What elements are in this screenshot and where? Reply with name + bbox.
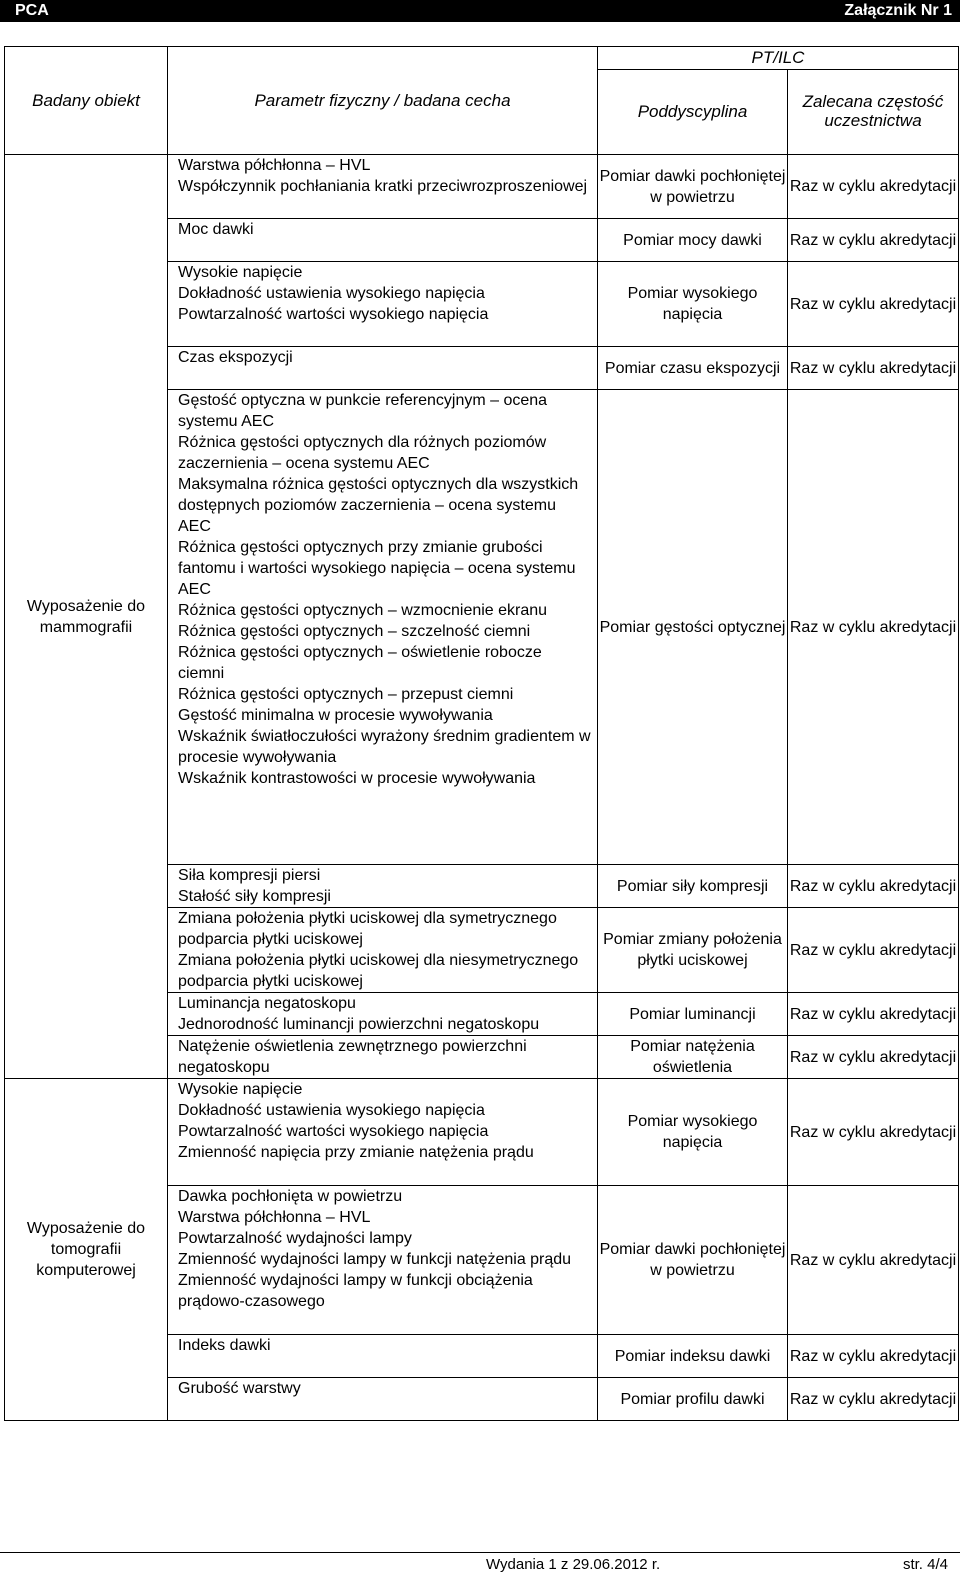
- parameter-item: Zmiana położenia płytki uciskowej dla niesymetrycznego podparcia płytki uciskowej: [178, 952, 579, 990]
- subdiscipline-cell: Pomiar siły kompresji: [598, 865, 788, 908]
- header-bar: [0, 0, 960, 22]
- parameter-cell: [168, 1079, 598, 1186]
- table-body: [5, 155, 959, 1421]
- parameter-item: Gęstość minimalna w procesie wywoływania: [178, 707, 493, 724]
- frequency-cell: Raz w cyklu akredytacji: [788, 1079, 959, 1186]
- subdiscipline-cell: Pomiar czasu ekspozycji: [598, 347, 788, 390]
- subdiscipline-cell: Pomiar wysokiego napięcia: [598, 262, 788, 347]
- footer-edition: Wydania 1 z 29.06.2012 r.: [486, 1556, 661, 1573]
- subdiscipline-cell: Pomiar wysokiego napięcia: [598, 1079, 788, 1186]
- parameter-item: Moc dawki: [178, 221, 254, 238]
- parameter-item: Zmienność wydajności lampy w funkcji obciążenia prądowo-czasowego: [178, 1272, 533, 1310]
- parameter-item: Powtarzalność wydajności lampy: [178, 1230, 412, 1247]
- parameter-item: Wysokie napięcie: [178, 264, 303, 281]
- parameter-item: Powtarzalność wartości wysokiego napięcia: [178, 306, 489, 323]
- parameter-item: Luminancja negatoskopu: [178, 995, 356, 1012]
- col-header-parameter: Parametr fizyczny / badana cecha: [168, 47, 598, 155]
- parameter-item: Wysokie napięcie: [178, 1081, 303, 1098]
- header-left: PCA: [15, 2, 49, 19]
- parameter-item: Różnica gęstości optycznych – przepust ciemni: [178, 686, 514, 703]
- parameter-cell: [168, 908, 598, 993]
- parameter-item: Różnica gęstości optycznych – oświetlenie robocze ciemni: [178, 644, 542, 682]
- table-row: [5, 155, 959, 219]
- frequency-cell: Raz w cyklu akredytacji: [788, 390, 959, 865]
- parameter-cell: [168, 865, 598, 908]
- parameter-cell: [168, 1378, 598, 1421]
- parameter-item: Dokładność ustawienia wysokiego napięcia: [178, 1102, 485, 1119]
- parameter-item: Różnica gęstości optycznych – wzmocnienie ekranu: [178, 602, 548, 619]
- frequency-cell: Raz w cyklu akredytacji: [788, 155, 959, 219]
- parameter-item: Czas ekspozycji: [178, 349, 293, 366]
- frequency-cell: Raz w cyklu akredytacji: [788, 1378, 959, 1421]
- subdiscipline-cell: Pomiar luminancji: [598, 993, 788, 1036]
- subdiscipline-cell: Pomiar natężenia oświetlenia: [598, 1036, 788, 1079]
- parameter-cell: [168, 1335, 598, 1378]
- frequency-cell: Raz w cyklu akredytacji: [788, 908, 959, 993]
- frequency-cell: Raz w cyklu akredytacji: [788, 865, 959, 908]
- parameter-item: Gęstość optyczna w punkcie referencyjnym – ocena systemu AEC: [178, 392, 548, 430]
- parameter-item: Wskaźnik światłoczułości wyrażony średnim gradientem w procesie wywoływania: [178, 728, 591, 766]
- table-row: [5, 1079, 959, 1186]
- parameter-item: Siła kompresji piersi: [178, 867, 321, 884]
- frequency-cell: Raz w cyklu akredytacji: [788, 262, 959, 347]
- parameter-item: Stałość siły kompresji: [178, 888, 331, 905]
- parameter-item: Zmiana położenia płytki uciskowej dla symetrycznego podparcia płytki uciskowej: [178, 910, 557, 948]
- col-header-group: PT/ILC: [598, 47, 959, 70]
- parameter-item: Warstwa półchłonna – HVL: [178, 1209, 371, 1226]
- accreditation-table: [4, 46, 959, 1421]
- footer-page: str. 4/4: [902, 1556, 948, 1573]
- object-ct: Wyposażenie do tomografii komputerowej: [5, 1079, 168, 1421]
- frequency-cell: Raz w cyklu akredytacji: [788, 1335, 959, 1378]
- parameter-item: Różnica gęstości optycznych przy zmianie grubości fantomu i wartości wysokiego napięcia – ocena systemu AEC: [178, 539, 576, 598]
- parameter-item: Różnica gęstości optycznych – szczelność ciemni: [178, 623, 531, 640]
- subdiscipline-cell: Pomiar gęstości optycznej: [598, 390, 788, 865]
- subdiscipline-cell: Pomiar dawki pochłoniętej w powietrzu: [598, 1186, 788, 1335]
- parameter-cell: [168, 155, 598, 219]
- col-header-subdiscipline: Poddyscyplina: [598, 70, 788, 155]
- parameter-item: Warstwa półchłonna – HVL: [178, 157, 371, 174]
- parameter-item: Jednorodność luminancji powierzchni negatoskopu: [178, 1016, 540, 1033]
- parameter-cell: [168, 219, 598, 262]
- parameter-item: Zmienność wydajności lampy w funkcji natężenia prądu: [178, 1251, 572, 1268]
- frequency-cell: Raz w cyklu akredytacji: [788, 993, 959, 1036]
- header-right: Załącznik Nr 1: [844, 2, 952, 19]
- parameter-item: Współczynnik pochłaniania kratki przeciwrozproszeniowej: [178, 178, 588, 195]
- parameter-item: Indeks dawki: [178, 1337, 271, 1354]
- subdiscipline-cell: Pomiar profilu dawki: [598, 1378, 788, 1421]
- frequency-cell: Raz w cyklu akredytacji: [788, 1036, 959, 1079]
- parameter-cell: [168, 347, 598, 390]
- parameter-item: Maksymalna różnica gęstości optycznych dla wszystkich dostępnych poziomów zaczernienia – ocena systemu AEC: [178, 476, 579, 535]
- parameter-item: Dawka pochłonięta w powietrzu: [178, 1188, 403, 1205]
- subdiscipline-cell: Pomiar mocy dawki: [598, 219, 788, 262]
- parameter-item: Grubość warstwy: [178, 1380, 301, 1397]
- parameter-item: Wskaźnik kontrastowości w procesie wywoływania: [178, 770, 536, 787]
- col-header-frequency: Zalecana częstość uczestnictwa: [788, 70, 959, 155]
- frequency-cell: Raz w cyklu akredytacji: [788, 1186, 959, 1335]
- parameter-cell: [168, 1036, 598, 1079]
- frequency-cell: Raz w cyklu akredytacji: [788, 347, 959, 390]
- object-mammography: Wyposażenie do mammografii: [5, 155, 168, 1079]
- frequency-cell: Raz w cyklu akredytacji: [788, 219, 959, 262]
- parameter-item: Dokładność ustawienia wysokiego napięcia: [178, 285, 485, 302]
- parameter-cell: [168, 390, 598, 865]
- parameter-item: Różnica gęstości optycznych dla różnych poziomów zaczernienia – ocena systemu AEC: [178, 434, 547, 472]
- col-header-object: Badany obiekt: [5, 47, 168, 155]
- parameter-cell: [168, 993, 598, 1036]
- footer-rule: [0, 1552, 960, 1553]
- subdiscipline-cell: Pomiar zmiany położenia płytki uciskowej: [598, 908, 788, 993]
- parameter-item: Powtarzalność wartości wysokiego napięcia: [178, 1123, 489, 1140]
- parameter-cell: [168, 262, 598, 347]
- parameter-item: Zmienność napięcia przy zmianie natężenia prądu: [178, 1144, 534, 1161]
- subdiscipline-cell: Pomiar indeksu dawki: [598, 1335, 788, 1378]
- subdiscipline-cell: Pomiar dawki pochłoniętej w powietrzu: [598, 155, 788, 219]
- parameter-cell: [168, 1186, 598, 1335]
- parameter-item: Natężenie oświetlenia zewnętrznego powierzchni negatoskopu: [178, 1038, 527, 1076]
